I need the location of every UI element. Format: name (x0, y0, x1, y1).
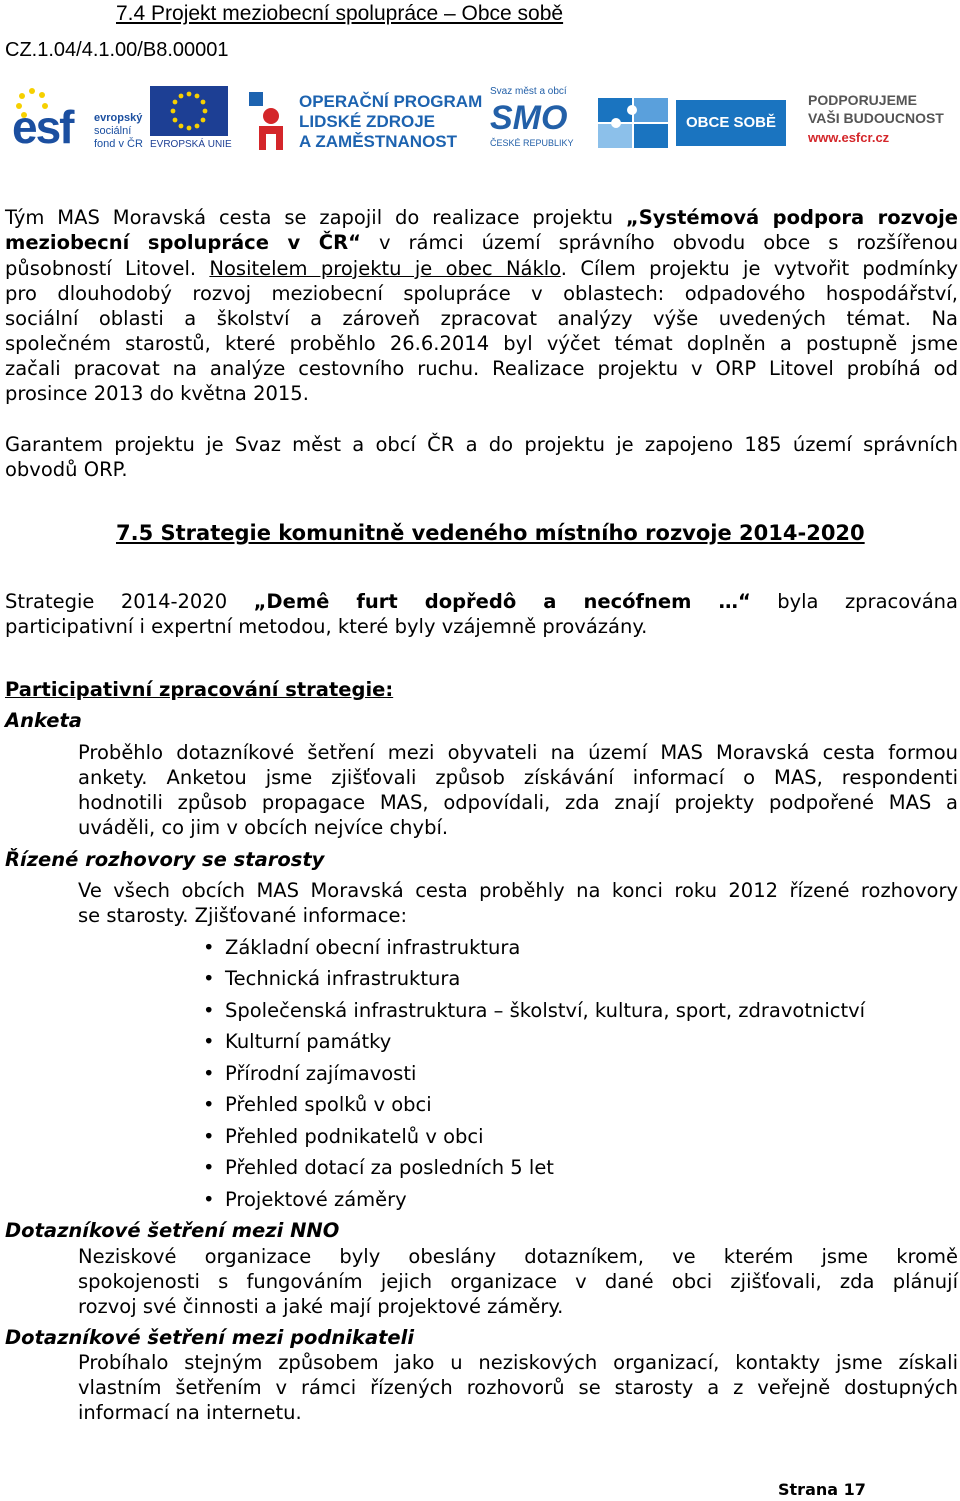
nno-title: Dotazníkové šetření mezi NNO (5, 1219, 340, 1242)
bullet-icon: • (203, 1156, 215, 1179)
rozhovory-line-2: se starosty. Zjišťované informace: (78, 904, 408, 927)
op-text-1: OPERAČNÍ PROGRAM (299, 92, 483, 111)
eu-flag-icon (150, 86, 228, 136)
op-text-2: LIDSKÉ ZDROJE (299, 112, 436, 131)
bullet-icon: • (203, 1062, 215, 1085)
nno-line-2: spokojenosti s fungováním jejich organizace v dané obci zjišťovali, zda plánují (78, 1270, 958, 1293)
esf-text-1: evropský (94, 112, 143, 124)
p3-line-1: Strategie 2014-2020 „Demê furt dopředô a necófnem …“ byla zpracována (5, 590, 958, 613)
list-item: • Přehled spolků v obci (203, 1093, 432, 1116)
bullet-icon: • (203, 1188, 215, 1211)
eu-logo (150, 86, 232, 152)
podnikatele-line-2: vlastním šetřením v rámci řízených rozhovorů se starosty a z veřejně dostupných (78, 1376, 958, 1399)
section-title-7-5: 7.5 Strategie komunitně vedeného místního rozvoje 2014-2020 (116, 521, 865, 545)
list-item: • Společenská infrastruktura – školství, kultura, sport, zdravotnictví (203, 999, 866, 1022)
smo-top: Svaz měst a obcí (490, 86, 567, 97)
bullet-icon: • (203, 1125, 215, 1148)
smo-logo (488, 86, 578, 152)
anketa-line-3: hodnotili způsob propagace MAS, odpovídali, zda znají projekty podpořené MAS a (78, 791, 958, 814)
list-item: • Kulturní památky (203, 1030, 392, 1053)
esf-logo (12, 86, 147, 152)
obce-sobe-logo (596, 94, 786, 152)
bullet-icon: • (203, 936, 215, 959)
esfcr-text-1: PODPORUJEME (808, 92, 917, 108)
esfcr-text-3: www.esfcr.cz (808, 130, 890, 145)
anketa-line-2: ankety. Anketou jsme zjišťovali způsob získávání informací o MAS, respondenti (78, 766, 958, 789)
project-code: CZ.1.04/4.1.00/B8.00001 (5, 39, 229, 61)
op-text-3: A ZAMĚSTNANOST (299, 132, 458, 151)
op-logo (245, 86, 483, 152)
anketa-title: Anketa (5, 709, 82, 732)
nno-line-3: rozvoj své činnosti a jaké mají projektové záměry. (78, 1295, 564, 1318)
list-item: • Přehled podnikatelů v obci (203, 1125, 484, 1148)
anketa-line-4: uváděli, co jim v obcích nejvíce chybí. (78, 816, 449, 839)
participativni-heading: Participativní zpracování strategie: (5, 678, 394, 701)
esf-text-2: sociální (94, 125, 132, 137)
eu-caption: EVROPSKÁ UNIE (150, 139, 232, 150)
bullet-icon: • (203, 999, 215, 1022)
list-item: • Přehled dotací za posledních 5 let (203, 1156, 554, 1179)
esf-text-3: fond v ČR (94, 138, 143, 150)
obce-sobe-label: OBCE SOBĚ (676, 100, 786, 146)
rozhovory-line-1: Ve všech obcích MAS Moravská cesta proběhly na konci roku 2012 řízené rozhovory (78, 879, 958, 902)
nositel-projektu: Nositelem projektu je obec Náklo (209, 257, 561, 280)
list-item: • Technická infrastruktura (203, 967, 461, 990)
smo-big: SMO (490, 99, 568, 137)
p1-line-5: sociální oblasti a školství a zároveň zpracovat analýzy výše uvedených témat. Na (5, 307, 958, 330)
nno-line-1: Neziskové organizace byly obeslány dotazníkem, ve kterém jsme kromě (78, 1245, 958, 1268)
op-figure-icon (245, 86, 293, 152)
p1-line-4: pro dlouhodobý rozvoj meziobecní spolupráce v oblastech: odpadového hospodářství, (5, 282, 958, 305)
p1-line-8: prosince 2013 do května 2015. (5, 382, 309, 405)
bullet-icon: • (203, 1030, 215, 1053)
p1-line-6: společném starostů, které proběhlo 26.6.2014 byl výčet témat doplněn a postupně jsme (5, 332, 958, 355)
list-item: • Přírodní zajímavosti (203, 1062, 417, 1085)
page-number: Strana 17 (778, 1480, 866, 1499)
p1-line-1: Tým MAS Moravská cesta se zapojil do realizace projektu „Systémová podpora rozvoje (5, 206, 958, 229)
bullet-icon: • (203, 1093, 215, 1116)
esfcr-logo (806, 92, 956, 152)
p1-line-2: meziobecní spolupráce v ČR“ v rámci území správního obvodu obce s rozšířenou (5, 231, 958, 254)
list-item: • Projektové záměry (203, 1188, 407, 1211)
rozhovory-title: Řízené rozhovory se starosty (5, 848, 325, 871)
section-title-7-4: 7.4 Projekt meziobecní spolupráce – Obce sobě (116, 2, 564, 25)
bullet-icon: • (203, 967, 215, 990)
podnikatele-line-1: Probíhalo stejným způsobem jako u neziskových organizací, kontakty jsme získali (78, 1351, 958, 1374)
esfcr-text-2: VAŠI BUDOUCNOST (808, 110, 944, 126)
list-item: • Základní obecní infrastruktura (203, 936, 521, 959)
smo-bottom: ČESKÉ REPUBLIKY (490, 138, 574, 148)
p1-line-3: působností Litovel. Nositelem projektu je obec Náklo. Cílem projektu je vytvořit podmínky (5, 257, 959, 280)
puzzle-icon (596, 94, 676, 152)
p2-line-1: Garantem projektu je Svaz měst a obcí ČR a do projektu je zapojeno 185 území správních (5, 433, 958, 456)
podnikatele-title: Dotazníkové šetření mezi podnikateli (5, 1326, 415, 1349)
p2-line-2: obvodů ORP. (5, 458, 128, 481)
anketa-line-1: Proběhlo dotazníkové šetření mezi obyvateli na území MAS Moravská cesta formou (78, 741, 958, 764)
p3-line-2: participativní i expertní metodou, které byly vzájemně provázány. (5, 615, 648, 638)
podnikatele-line-3: informací na internetu. (78, 1401, 302, 1424)
p1-line-7: začali pracovat na analýze cestovního ruchu. Realizace projektu v ORP Litovel probíhá od (5, 357, 958, 380)
esf-big-text: esf (12, 101, 73, 153)
